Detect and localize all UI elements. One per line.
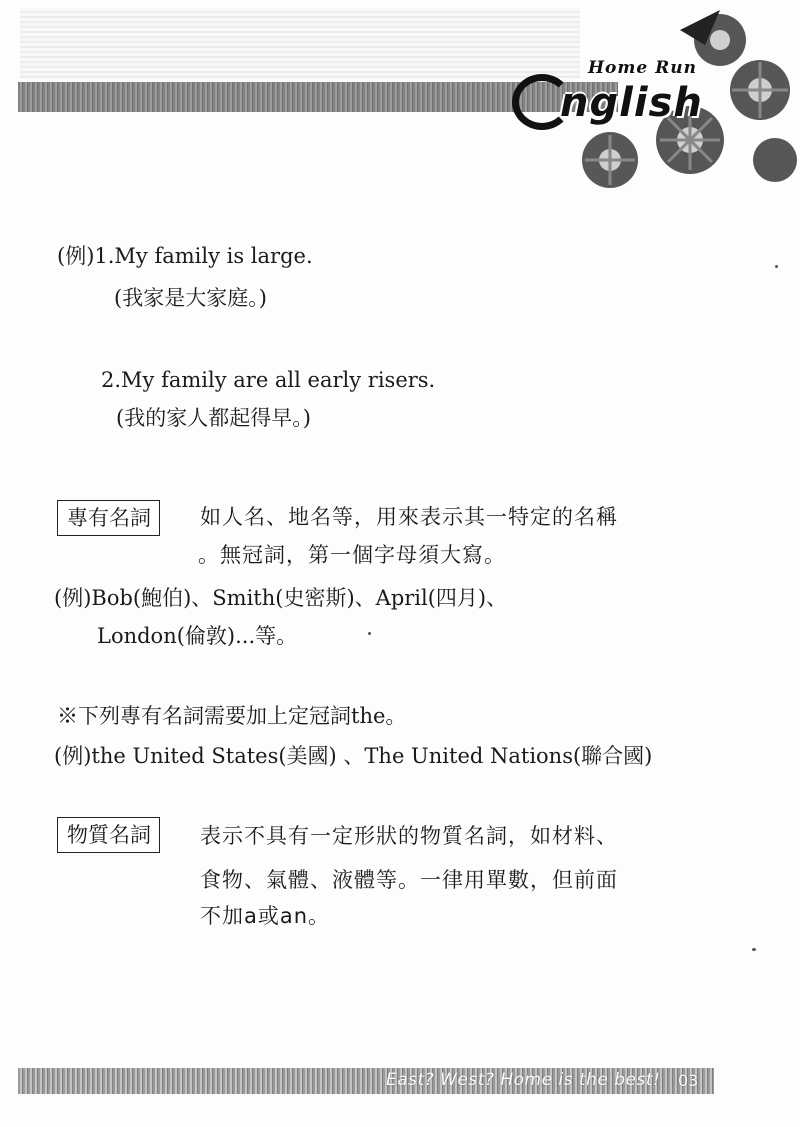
scan-speck — [368, 632, 371, 635]
material-noun-definition-line-2: 食物、氣體、液體等。一律用單數，但前面 — [200, 868, 618, 892]
proper-noun-definition-line-1: 如人名、地名等，用來表示其一特定的名稱 — [200, 505, 618, 529]
material-noun-definition-line-3: 不加a或an。 — [200, 904, 331, 928]
proper-noun-definition-line-2: 。無冠詞，第一個字母須大寫。 — [198, 543, 506, 567]
footer-tagline: East? West? Home is the best! — [386, 1070, 661, 1090]
header-banner — [0, 0, 800, 200]
page-number: 03 — [678, 1071, 699, 1090]
example-1-chinese: (我家是大家庭。) — [114, 286, 267, 310]
scan-speck — [752, 948, 756, 951]
material-noun-term-box: 物質名詞 — [57, 817, 160, 853]
proper-noun-example-line-1: (例)Bob(鮑伯)、Smith(史密斯)、April(四月)、 — [54, 586, 508, 610]
proper-noun-note-example: (例)the United States(美國) 、The United Nations(聯合國) — [54, 744, 653, 768]
example-2-chinese: (我的家人都起得早。) — [116, 406, 311, 430]
example-2-english: 2.My family are all early risers. — [101, 368, 436, 392]
example-1-english: (例)1.My family is large. — [57, 244, 313, 268]
proper-noun-example-line-2: London(倫敦)...等。 — [97, 624, 298, 648]
logo-home-run: Home Run — [588, 58, 697, 78]
logo-english: nglish — [560, 80, 703, 126]
scan-speck — [775, 265, 778, 268]
proper-noun-note: ※下列專有名詞需要加上定冠詞the。 — [57, 704, 407, 728]
proper-noun-term-box: 專有名詞 — [57, 500, 160, 536]
material-noun-definition-line-1: 表示不具有一定形狀的物質名詞，如材料、 — [200, 824, 618, 848]
